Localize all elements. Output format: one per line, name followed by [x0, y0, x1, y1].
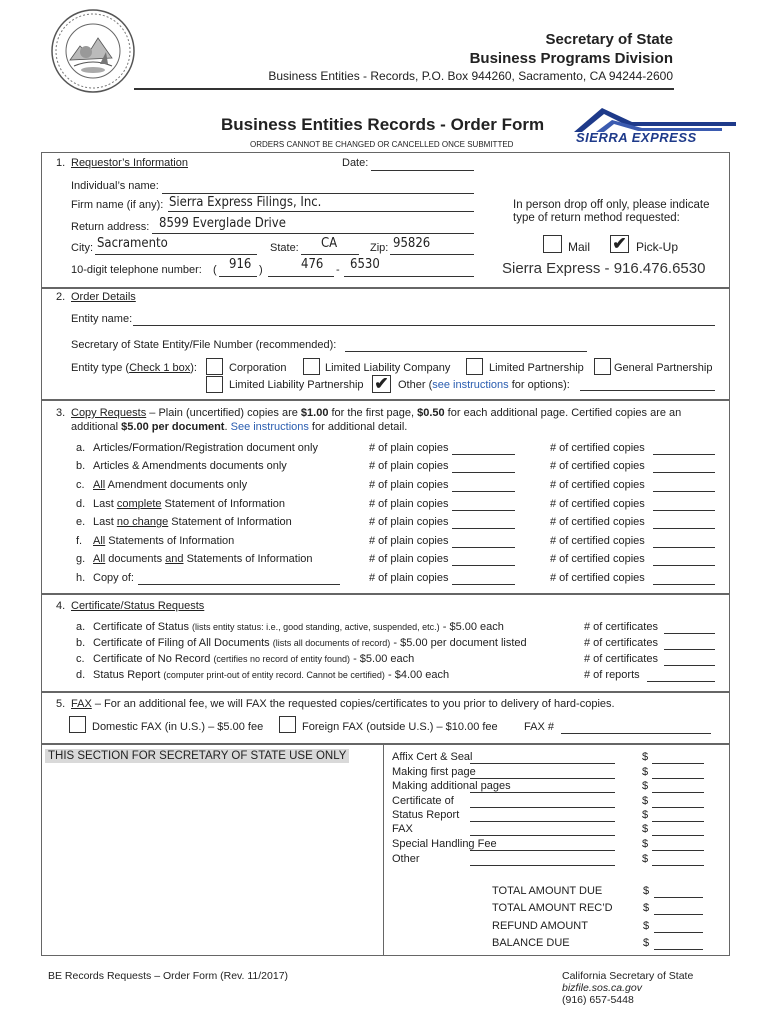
certified-copies-field[interactable]	[653, 472, 715, 473]
certificate-name: Certificate of Status	[93, 621, 193, 633]
office-fee-label: Certificate of	[392, 795, 454, 807]
section-3-intro-line-2	[71, 421, 407, 433]
dollar-sign: $	[642, 766, 649, 778]
form-title: Business Entities Records - Order Form	[221, 115, 545, 134]
price-first-page: $1.00	[300, 407, 329, 419]
copy-row-text: Articles & Amendments documents only	[93, 460, 287, 472]
intro-text-f: for additional detail.	[308, 421, 408, 433]
dollar-sign: $	[642, 780, 649, 792]
state-value: CA	[321, 236, 338, 251]
footer-phone: (916) 657-5448	[562, 994, 634, 1006]
certified-copies-label: # of certified copies	[550, 535, 645, 547]
see-instructions-link[interactable]: see instructions	[432, 379, 509, 391]
section-4-number: 4.	[56, 600, 66, 612]
copy-row-letter: e.	[76, 516, 86, 528]
dropoff-note-2: type of return method requested:	[513, 212, 680, 224]
copy-row-description	[93, 479, 247, 491]
dollar-sign: $	[642, 751, 649, 763]
certified-copies-field[interactable]	[653, 528, 715, 529]
section-4-heading: Certificate/Status Requests	[71, 600, 205, 612]
individual-name-field[interactable]	[162, 193, 474, 194]
fax-text: – For an additional fee, we will FAX the requested copies/certificates to you prior to delivery of hard-copies.	[91, 698, 615, 710]
lp-label: Limited Partnership	[489, 362, 584, 374]
dollar-sign: $	[642, 795, 649, 807]
phone-prefix-field[interactable]	[268, 276, 334, 277]
other-label	[398, 379, 570, 391]
entity-name-field[interactable]	[133, 325, 715, 326]
dollar-sign: $	[642, 809, 649, 821]
llc-checkbox[interactable]	[303, 358, 320, 375]
plain-copies-field[interactable]	[452, 510, 515, 511]
phone-area-value: 916	[229, 257, 252, 272]
plain-copies-label: # of plain copies	[369, 460, 449, 472]
division-name: Business Programs Division	[469, 50, 673, 67]
city-value: Sacramento	[97, 236, 168, 251]
certified-copies-field[interactable]	[653, 565, 715, 566]
certified-copies-label: # of certified copies	[550, 516, 645, 528]
plain-copies-label: # of plain copies	[369, 516, 449, 528]
certified-copies-label: # of certified copies	[550, 553, 645, 565]
office-use-label: THIS SECTION FOR SECRETARY OF STATE USE ONLY	[45, 749, 349, 763]
header-rule	[134, 88, 674, 90]
certificate-count-field[interactable]	[664, 633, 715, 634]
certified-copies-label: # of certified copies	[550, 572, 645, 584]
plain-copies-label: # of plain copies	[369, 535, 449, 547]
other-type-field[interactable]	[580, 390, 715, 391]
certificate-note: (lists all documents of record)	[272, 638, 391, 648]
certificate-count-label: # of reports	[584, 669, 640, 681]
copy-row-description	[93, 553, 313, 565]
dollar-sign: $	[642, 838, 649, 850]
total-label: TOTAL AMOUNT REC’D	[492, 902, 613, 914]
certified-copies-label: # of certified copies	[550, 498, 645, 510]
dollar-sign: $	[643, 902, 650, 914]
plain-copies-field[interactable]	[452, 472, 515, 473]
state-label: State:	[270, 242, 299, 254]
date-field[interactable]	[371, 170, 474, 171]
entity-type-label-close: ):	[190, 362, 197, 374]
plain-copies-field[interactable]	[452, 584, 515, 585]
llp-label: Limited Liability Partnership	[229, 379, 364, 391]
phone-line-field[interactable]	[344, 276, 474, 277]
other-checkbox[interactable]	[372, 375, 391, 393]
certificate-count-label: # of certificates	[584, 653, 658, 665]
total-amount[interactable]	[654, 932, 703, 933]
phone-dash: -	[336, 264, 340, 276]
total-label: REFUND AMOUNT	[492, 920, 588, 932]
sierra-express-logo	[572, 106, 738, 148]
phone-area-field[interactable]	[219, 276, 257, 277]
copy-of-field[interactable]	[138, 584, 340, 585]
other-label-tail: for options):	[508, 379, 570, 391]
section-2-number: 2.	[56, 291, 66, 303]
no-change-notice: ORDERS CANNOT BE CHANGED OR CANCELLED ONCE SUBMITTED	[250, 140, 514, 149]
section-3-intro-line-1	[71, 407, 681, 419]
office-fee-amount[interactable]	[652, 865, 704, 866]
plain-copies-field[interactable]	[452, 565, 515, 566]
agency-name: Secretary of State	[545, 31, 673, 48]
check-mark-icon: ✔	[612, 234, 627, 253]
certified-copies-field[interactable]	[653, 454, 715, 455]
office-fee-line	[470, 835, 615, 836]
certificate-row-letter: c.	[76, 653, 85, 665]
fax-number-label: FAX #	[524, 721, 554, 733]
dollar-sign: $	[643, 885, 650, 897]
firm-name-field[interactable]	[168, 211, 474, 212]
state-field[interactable]	[301, 254, 359, 255]
office-fee-amount[interactable]	[652, 850, 704, 851]
copy-row-description	[93, 535, 234, 547]
office-fee-line	[470, 821, 615, 822]
total-label: TOTAL AMOUNT DUE	[492, 885, 603, 897]
certificate-row-description	[93, 621, 504, 633]
total-amount[interactable]	[654, 914, 703, 915]
copy-row-letter: a.	[76, 442, 86, 454]
copy-row-emphasis: All	[93, 535, 106, 547]
office-use-section	[41, 744, 730, 956]
zip-field[interactable]	[390, 254, 474, 255]
copy-row-letter: c.	[76, 479, 85, 491]
entity-type-check-hint: Check 1 box	[129, 362, 191, 374]
office-fee-label: Making first page	[392, 766, 476, 778]
copy-row-emphasis: All	[93, 553, 106, 565]
lp-checkbox[interactable]	[466, 358, 483, 375]
gp-label: General Partnership	[614, 362, 713, 374]
certified-copies-label: # of certified copies	[550, 460, 645, 472]
domestic-fax-label: Domestic FAX (in U.S.) – $5.00 fee	[92, 721, 264, 733]
plain-copies-field[interactable]	[452, 454, 515, 455]
section-1-heading: Requestor’s Information	[71, 157, 188, 169]
logo-text: SIERRA EXPRESS	[576, 130, 697, 145]
copy-row-text: Statements of Information	[105, 535, 235, 547]
certificate-count-field[interactable]	[664, 649, 715, 650]
certificate-price: - $5.00 each	[350, 653, 415, 665]
copy-row-text: Articles/Formation/Registration document only	[93, 442, 318, 454]
zip-label: Zip:	[370, 242, 389, 254]
plain-copies-label: # of plain copies	[369, 553, 449, 565]
plain-copies-field[interactable]	[452, 528, 515, 529]
firm-name-value: Sierra Express Filings, Inc.	[169, 195, 322, 210]
pickup-checkbox[interactable]	[610, 235, 629, 253]
office-fee-amount[interactable]	[652, 792, 704, 793]
check-mark-icon: ✔	[374, 374, 389, 393]
llc-label: Limited Liability Company	[325, 362, 451, 374]
certified-copies-field[interactable]	[653, 547, 715, 548]
intro-text-c: for each additional page. Certified copies are an	[444, 407, 682, 419]
copy-row-description	[93, 442, 318, 454]
copy-row-text: Last	[93, 498, 117, 510]
office-fee-line	[470, 792, 615, 793]
certificate-row-description	[93, 653, 414, 665]
copy-row-text: Statement of Information	[168, 516, 292, 528]
copy-row-letter: f.	[76, 535, 83, 547]
copy-row-emphasis: no change	[116, 516, 169, 528]
footer-site: bizfile.sos.ca.gov	[562, 982, 642, 994]
dollar-sign: $	[643, 937, 650, 949]
footer-org: California Secretary of State	[562, 970, 694, 982]
foreign-fax-checkbox[interactable]	[279, 716, 296, 733]
office-fee-amount[interactable]	[652, 807, 704, 808]
firm-name-label: Firm name (if any):	[71, 199, 164, 211]
intro-text-a: – Plain (uncertified) copies are	[146, 407, 301, 419]
return-address-label: Return address:	[71, 221, 150, 233]
zip-value: 95826	[393, 236, 431, 251]
certificate-row-letter: b.	[76, 637, 86, 649]
certificate-count-field[interactable]	[647, 681, 715, 682]
office-fee-label: Affix Cert & Seal	[392, 751, 473, 763]
certificate-name: Certificate of Filing of All Documents	[93, 637, 273, 649]
section-1-number: 1.	[56, 157, 66, 169]
office-fee-label: Making additional pages	[392, 780, 511, 792]
certificate-note: (lists entity status: i.e., good standing, active, suspended, etc.)	[192, 622, 440, 632]
plain-copies-label: # of plain copies	[369, 572, 449, 584]
plain-copies-label: # of plain copies	[369, 442, 449, 454]
price-additional-page: $0.50	[417, 407, 445, 419]
entity-name-label: Entity name:	[71, 313, 133, 325]
certified-copies-field[interactable]	[653, 491, 715, 492]
city-label: City:	[71, 242, 93, 254]
price-certified: $5.00 per document	[121, 421, 225, 433]
section-5-heading: FAX	[71, 698, 92, 710]
certified-copies-field[interactable]	[653, 510, 715, 511]
intro-text-b: for the first page,	[328, 407, 418, 419]
other-label-text: Other (	[398, 379, 433, 391]
office-fee-label: Status Report	[392, 809, 460, 821]
city-field[interactable]	[95, 254, 257, 255]
copy-row-letter: b.	[76, 460, 86, 472]
plain-copies-field[interactable]	[452, 547, 515, 548]
intro-text-d: additional	[71, 421, 122, 433]
dollar-sign: $	[643, 920, 650, 932]
file-number-label: Secretary of State Entity/File Number (recommended):	[71, 339, 337, 351]
office-fee-label: Other	[392, 853, 420, 865]
see-instructions-link[interactable]: See instructions	[230, 421, 309, 433]
gp-checkbox[interactable]	[594, 358, 611, 375]
certificate-row-description	[93, 637, 527, 649]
office-fee-line	[470, 778, 615, 779]
entity-type-label-text: Entity type (	[71, 362, 130, 374]
office-fee-line	[470, 850, 615, 851]
copy-row-text: Amendment documents only	[105, 479, 248, 491]
office-fee-line	[470, 807, 615, 808]
total-amount[interactable]	[654, 949, 703, 950]
office-fee-amount[interactable]	[652, 763, 704, 764]
certificate-count-label: # of certificates	[584, 621, 658, 633]
dropoff-note-1: In person drop off only, please indicate	[513, 199, 710, 211]
plain-copies-label: # of plain copies	[369, 498, 449, 510]
copy-row-description	[93, 460, 287, 472]
individual-name-label: Individual’s name:	[71, 180, 159, 192]
plain-copies-label: # of plain copies	[369, 479, 449, 491]
copy-row-letter: h.	[76, 572, 86, 584]
certificate-price: - $4.00 each	[384, 669, 450, 681]
corporation-label: Corporation	[229, 362, 287, 374]
certificate-note: (computer print-out of entity record. Cannot be certified)	[163, 670, 385, 680]
domestic-fax-checkbox[interactable]	[69, 716, 86, 733]
phone-paren-open: (	[213, 264, 217, 276]
copy-row-description	[93, 516, 292, 528]
copy-row-text: Copy of:	[93, 572, 134, 584]
date-label: Date:	[342, 157, 369, 169]
fax-number-field[interactable]	[561, 733, 711, 734]
certificate-count-field[interactable]	[664, 665, 715, 666]
total-label: BALANCE DUE	[492, 937, 570, 949]
pickup-label: Pick-Up	[636, 240, 679, 254]
dollar-sign: $	[642, 823, 649, 835]
certified-copies-label: # of certified copies	[550, 442, 645, 454]
phone-paren-close: )	[259, 264, 263, 276]
copy-row-emphasis: All	[93, 479, 106, 491]
file-number-field[interactable]	[345, 351, 587, 352]
copy-row-text: Last	[93, 516, 117, 528]
office-fee-label: Special Handling Fee	[392, 838, 497, 850]
phone-prefix-value: 476	[301, 257, 324, 272]
phone-label: 10-digit telephone number:	[71, 264, 202, 276]
certificate-name: Certificate of No Record	[93, 653, 214, 665]
state-seal	[50, 8, 136, 94]
fax-description	[71, 698, 615, 710]
office-fee-amount[interactable]	[652, 778, 704, 779]
phone-line-value: 6530	[350, 257, 380, 272]
office-fee-amount[interactable]	[652, 821, 704, 822]
certificate-price: - $5.00 per document listed	[390, 637, 527, 649]
certified-copies-label: # of certified copies	[550, 479, 645, 491]
office-fee-label: FAX	[392, 823, 413, 835]
corporation-checkbox[interactable]	[206, 358, 223, 375]
copy-row-text: Statements of Information	[183, 553, 313, 565]
copy-row-text: documents	[105, 553, 166, 565]
certificate-row-letter: a.	[76, 621, 86, 633]
total-amount[interactable]	[654, 897, 703, 898]
llp-checkbox[interactable]	[206, 376, 223, 393]
plain-copies-field[interactable]	[452, 491, 515, 492]
agency-address: Business Entities - Records, P.O. Box 944260, Sacramento, CA 94244-2600	[268, 69, 673, 83]
intro-text-e: .	[224, 421, 231, 433]
copy-row-emphasis: and	[165, 553, 184, 565]
section-3-heading: Copy Requests	[71, 407, 147, 419]
certificate-count-label: # of certificates	[584, 637, 658, 649]
return-address-value: 8599 Everglade Drive	[159, 216, 286, 231]
copy-row-letter: g.	[76, 553, 86, 565]
return-address-field[interactable]	[152, 233, 474, 234]
section-2-heading: Order Details	[71, 291, 136, 303]
office-fee-amount[interactable]	[652, 835, 704, 836]
copy-row-text: Statement of Information	[161, 498, 286, 510]
copy-row-description	[93, 498, 285, 510]
copy-row-description	[93, 572, 134, 584]
copy-row-emphasis: complete	[116, 498, 162, 510]
section-3-number: 3.	[56, 407, 66, 419]
mail-checkbox[interactable]	[543, 235, 562, 253]
mail-label: Mail	[568, 240, 591, 254]
copy-row-letter: d.	[76, 498, 86, 510]
office-use-divider	[383, 744, 384, 956]
entity-type-label	[71, 362, 197, 374]
certificate-row-letter: d.	[76, 669, 86, 681]
courier-info: Sierra Express - 916.476.6530	[502, 260, 706, 277]
certified-copies-field[interactable]	[653, 584, 715, 585]
certificate-note: (certifies no record of entity found)	[213, 654, 351, 664]
office-fee-line	[470, 865, 615, 866]
certificate-name: Status Report	[93, 669, 164, 681]
foreign-fax-label: Foreign FAX (outside U.S.) – $10.00 fee	[302, 721, 498, 733]
dollar-sign: $	[642, 853, 649, 865]
office-fee-line	[470, 763, 615, 764]
section-5-number: 5.	[56, 698, 66, 710]
form-revision: BE Records Requests – Order Form (Rev. 11/2017)	[48, 970, 289, 982]
certificate-price: - $5.00 each	[439, 621, 504, 633]
certificate-row-description	[93, 669, 449, 681]
